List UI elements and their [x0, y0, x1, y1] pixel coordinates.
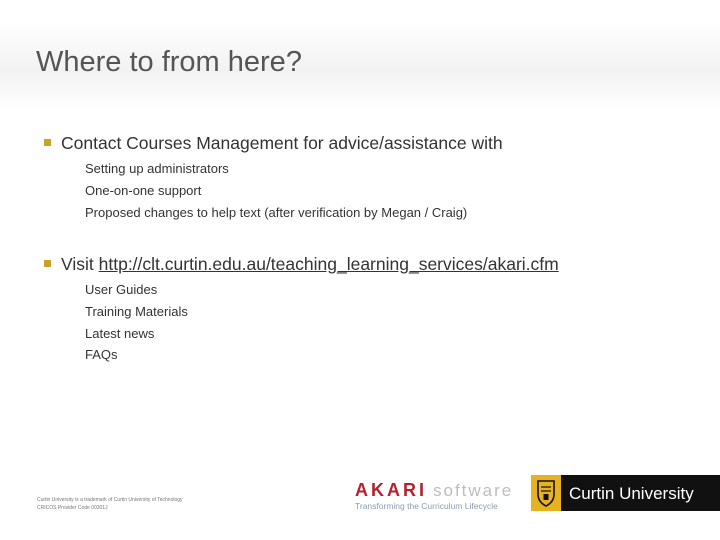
footer-line-2: CRICOS Provider Code 00301J: [37, 505, 108, 511]
akari-logo: [355, 480, 523, 514]
footer-line-1: Curtin University is a trademark of Curtin University of Technology: [37, 497, 183, 503]
bullet-contact: [44, 133, 503, 154]
akari-tagline: Transforming the Curriculum Lifecycle: [355, 501, 498, 511]
square-bullet-icon: [44, 260, 51, 267]
bullet-text: Contact Courses Management for advice/assistance with: [61, 133, 503, 153]
curtin-wordmark: Curtin University: [569, 484, 694, 503]
list-item: Setting up administrators: [85, 161, 229, 176]
list-item: Training Materials: [85, 304, 188, 319]
list-item: Proposed changes to help text (after verification by Megan / Craig): [85, 205, 468, 220]
footer-legal: [37, 496, 183, 512]
list-item: Latest news: [85, 326, 155, 341]
slide-title: Where to from here?: [36, 46, 302, 78]
list-item: One-on-one support: [85, 183, 202, 198]
bullet-prefix: Visit: [61, 254, 94, 274]
square-bullet-icon: [44, 139, 51, 146]
list-item: FAQs: [85, 347, 118, 362]
curtin-crest-icon: [531, 475, 561, 511]
akari-wordmark: AKARI: [355, 480, 427, 500]
akari-software-word: software: [433, 481, 514, 500]
akari-link[interactable]: http://clt.curtin.edu.au/teaching_learning_services/akari.cfm: [98, 254, 559, 274]
bullet-visit: [44, 254, 559, 275]
list-item: User Guides: [85, 282, 158, 297]
curtin-logo: [561, 475, 720, 511]
